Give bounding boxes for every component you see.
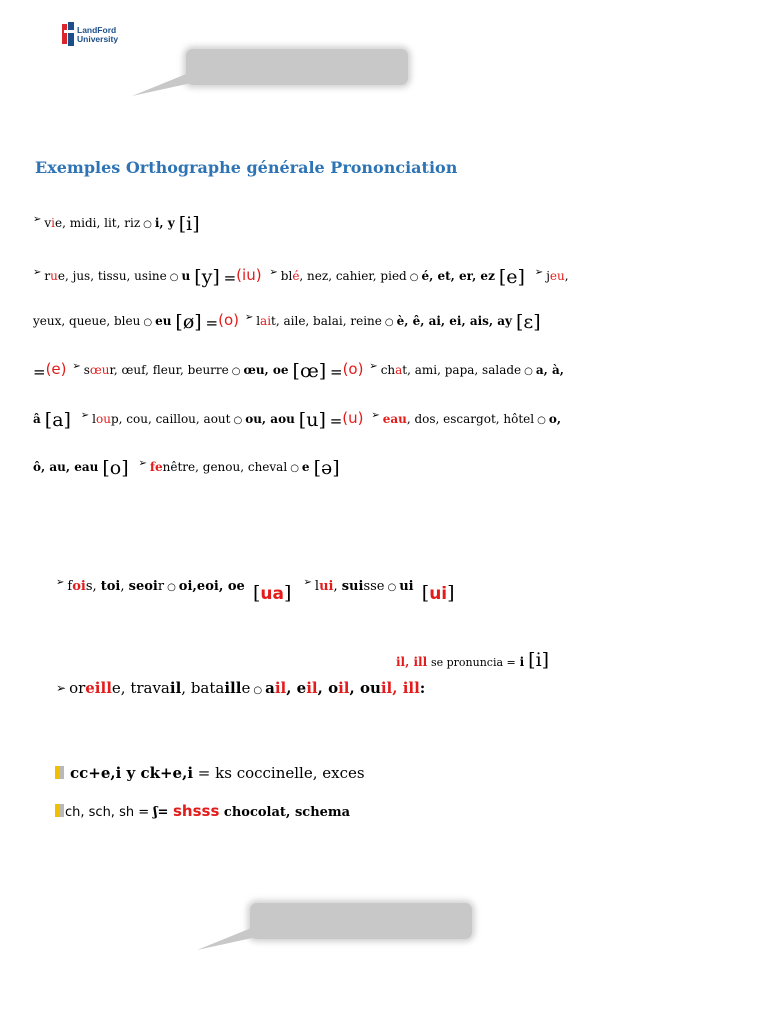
bullet-arrow-icon: ➢ [303,577,312,588]
bullet-arrow-icon: ➢ [56,681,67,695]
bullet-circle-icon: ○ [253,685,263,696]
example-line-4: =(e) ➢ sœur, œuf, fleur, beurre ○ œu, oe [œ] =(o) ➢ chat, ami, papa, salade ○ a, à, [33,360,564,382]
bullet-circle-icon: ○ [233,415,243,426]
spelling: i, y [154,216,175,230]
bullet-circle-icon: ○ [167,582,176,593]
bullet-circle-icon: ○ [384,317,394,328]
page-title: Exemples Orthographe générale Prononciation [35,158,458,177]
bullet-arrow-icon: ➢ [534,267,544,278]
bullet-circle-icon: ○ [231,366,241,377]
bullet-arrow-icon: ➢ [33,267,42,278]
bullet-circle-icon: ○ [409,272,419,283]
bullet-circle-icon: ○ [290,463,299,474]
speech-bubble-box [250,903,472,939]
bullet-circle-icon: ○ [387,582,397,593]
bullet-circle-icon: ○ [537,415,546,426]
example-line-6: ô, au, eau [o] ➢ fenêtre, genou, cheval ○ e [ə] [33,457,340,479]
bullet-arrow-icon: ➢ [138,458,147,469]
example-line-1: ➢ vie, midi, lit, riz ○ i, y [i] [33,213,200,235]
ipa-symbol: [ua] [252,582,292,604]
bullet-arrow-icon: ➢ [269,267,278,278]
example-line-9: ➢ oreille, travail, bataille ○ ail, eil, oil, ouil, ill: [56,679,426,697]
bullet-circle-icon: ○ [143,317,153,328]
bullet-arrow-icon: ➢ [80,410,90,421]
speech-bubble-box [186,49,408,85]
example-line-5: â [a] ➢ loup, cou, caillou, aout ○ ou, aou [u] =(u) ➢ eau, dos, escargot, hôtel ○ o, [33,409,562,431]
bullet-flag-icon [55,766,64,779]
bullet-arrow-icon: ➢ [369,361,378,372]
bullet-circle-icon: ○ [169,272,179,283]
bullet-arrow-icon: ➢ [371,410,380,421]
example-line-3: yeux, queue, bleu ○ eu [ø] =(o) ➢ lait, aile, balai, reine ○ è, ê, ai, ei, ais, ay [ɛ] [33,311,541,333]
bullet-arrow-icon: ➢ [72,361,81,372]
example-line-7: ➢ fois, toi, seoir ○ oi,eoi, oe [ua] ➢ lui, suisse ○ ui [ui] [56,577,455,604]
example-line-2: ➢ rue, jus, tissu, usine ○ u [y] =(iu) ➢ blé, nez, cahier, pied ○ é, et, er, ez [e] ➢ jeu, [33,266,569,288]
bullet-arrow-icon: ➢ [33,214,42,225]
example-line-11: ch, sch, sh = ʃ= shsss chocolat, schema [55,802,350,820]
example-line-10: cc+e,i y ck+e,i = ks coccinelle, exces [55,764,365,782]
university-logo [62,22,132,50]
bullet-circle-icon: ○ [524,366,533,377]
bullet-arrow-icon: ➢ [56,577,65,588]
logo-text-line2: University [77,34,119,44]
ipa-symbol: [ui] [421,582,455,604]
ipa-symbol: [i] [178,213,200,235]
example-line-8: il, ill se pronuncia = i [i] [396,649,550,671]
bullet-flag-icon [55,804,64,817]
logo-text-line1: LandFord [77,25,117,35]
logo-mark-icon [62,22,76,48]
bullet-arrow-icon: ➢ [244,312,254,323]
bullet-circle-icon: ○ [143,219,152,230]
